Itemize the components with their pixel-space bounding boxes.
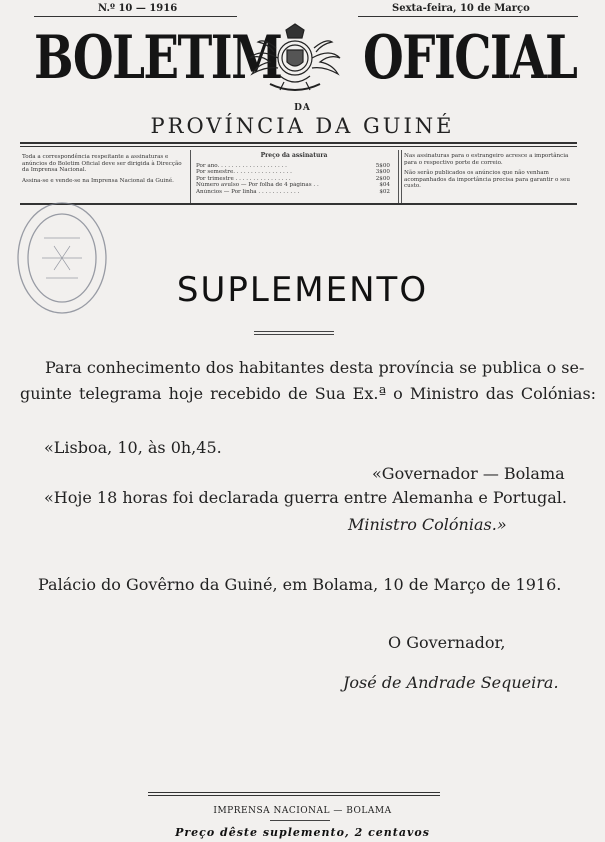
info-divider-3	[401, 150, 402, 203]
price-row	[196, 182, 392, 189]
masthead-subtitle: PROVÍNCIA DA GUINÉ	[150, 114, 455, 138]
footer-rule-3	[270, 820, 330, 821]
price-table-header: Preço da assinatura	[260, 152, 328, 159]
document-title: SUPLEMENTO	[176, 270, 429, 310]
ads-payment-text: Não serão publicados os anúncios que não venham acompanhados da importância precisa para garantir o seu custo.	[404, 170, 570, 190]
price-value: 2$00	[375, 175, 390, 182]
telegram-origin: «Lisboa, 10, às 0h,45.	[44, 438, 222, 457]
price-label: Número avulso — Por folha de 4 páginas . .	[196, 182, 319, 189]
title-rule-2	[254, 334, 334, 335]
subscription-info-box	[20, 150, 575, 203]
correspondence-text: Toda a correspondência respeitante a assinaturas e anúncios do Boletim Oficial deve ser dirigida à Direcção da Imprensa Nacional.	[22, 154, 182, 174]
intro-line-2: guinte telegrama hoje recebido de Sua Ex.ª o Ministro das Colónias:	[20, 384, 597, 403]
masthead-rule-top	[20, 142, 577, 144]
masthead-title-left: BOLETIM	[34, 23, 282, 93]
info-divider-2	[398, 150, 399, 203]
masthead-rule-thin	[20, 146, 577, 147]
sales-text: Assina-se e vende-se na Imprensa Nacional da Guiné.	[22, 177, 174, 184]
coat-of-arms-icon	[240, 18, 350, 100]
masthead-da: DA	[294, 103, 311, 113]
top-rule-right	[358, 16, 578, 17]
correspondence-info	[22, 154, 182, 188]
printer-line: IMPRENSA NACIONAL — BOLAMA	[213, 806, 392, 816]
issue-date: Sexta-feira, 10 de Março	[392, 3, 530, 14]
top-rule-left	[34, 16, 237, 17]
price-label: Por ano. . . . . . . . . . . . . . . . . . . .	[196, 162, 287, 169]
foreign-info	[404, 153, 574, 194]
price-label: Por semestre. . . . . . . . . . . . . . . . .	[196, 169, 292, 176]
price-label: Por trimestre . . . . . . . . . . . . . . . .	[196, 175, 291, 182]
price-value: $04	[379, 182, 390, 189]
price-table	[196, 153, 392, 196]
price-row	[196, 189, 392, 196]
footer-rule-1	[148, 792, 440, 793]
foreign-postage-text: Nas assinaturas para o estrangeiro acresce a importância para o respectivo porte de correio.	[404, 153, 569, 166]
price-label: Anúncios — Por linha . . . . . . . . . . . .	[196, 188, 300, 195]
supplement-price: Preço dêste suplemento, 2 centavos	[175, 826, 430, 839]
masthead-title-right: OFICIAL	[363, 23, 577, 93]
signatory-title: O Governador,	[388, 633, 506, 652]
info-divider-1	[190, 150, 191, 203]
price-row	[196, 169, 392, 176]
price-value: 5$00	[375, 162, 390, 169]
price-value: 3$00	[375, 169, 390, 176]
telegram-recipient: «Governador — Bolama	[372, 464, 565, 483]
place-and-date: Palácio do Govêrno da Guiné, em Bolama, 10 de Março de 1916.	[38, 575, 562, 594]
masthead	[0, 18, 605, 98]
issue-number: N.º 10 — 1916	[98, 3, 178, 14]
title-rule-1	[254, 331, 334, 332]
price-row	[196, 176, 392, 183]
telegram-message: «Hoje 18 horas foi declarada guerra entre Alemanha e Portugal.	[44, 488, 567, 507]
top-line	[0, 2, 605, 16]
telegram-sender: Ministro Colónias.»	[348, 515, 507, 534]
price-value: $02	[379, 188, 390, 195]
signatory-name: José de Andrade Sequeira.	[343, 673, 559, 692]
intro-line-1: Para conhecimento dos habitantes desta província se publica o se-	[45, 358, 585, 377]
footer-rule-2	[148, 795, 440, 796]
price-row	[196, 163, 392, 170]
